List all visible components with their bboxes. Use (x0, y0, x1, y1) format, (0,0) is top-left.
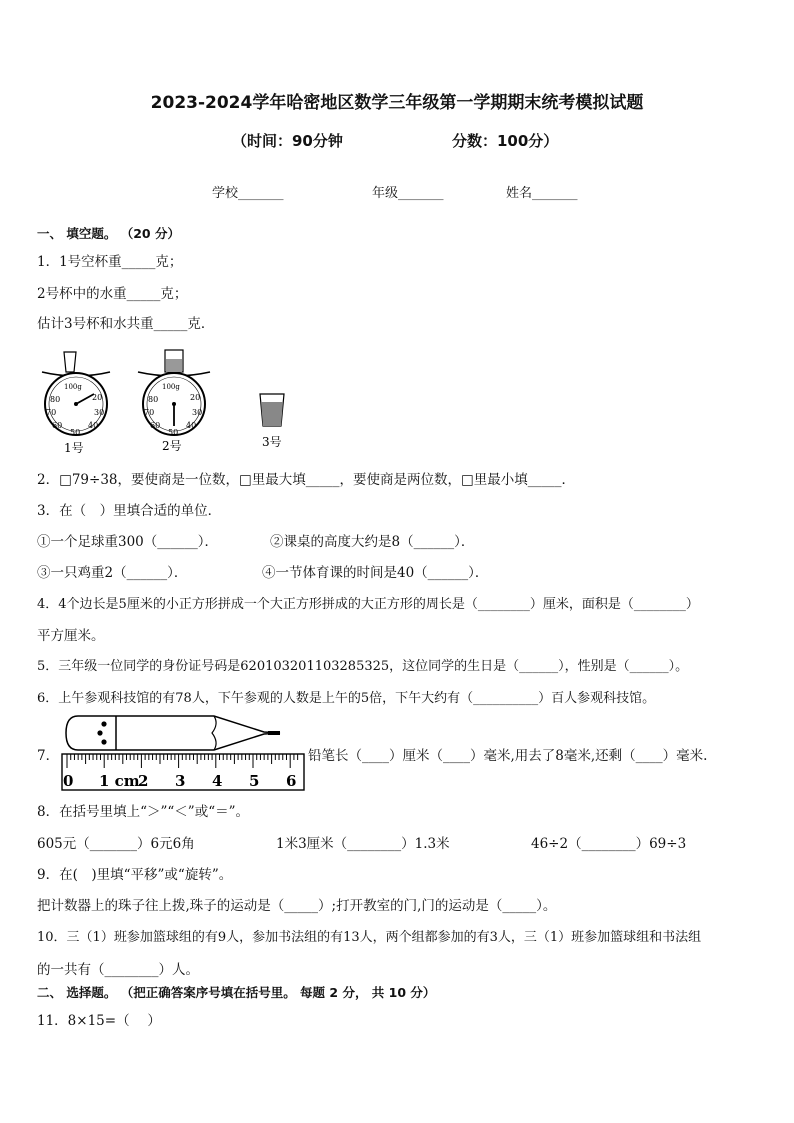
q3-stem: 3．在（ ）里填合适的单位． (37, 503, 222, 519)
q9-stem: 9．在( )里填“平移”或“旋转”。 (37, 867, 233, 883)
ruler-label-5: 5 (249, 772, 260, 790)
q10-line-2: 的一共有（________）人。 (37, 962, 199, 978)
scale-2-label-40: 40 (186, 421, 197, 430)
scale-2-label-20: 20 (190, 393, 201, 402)
scale-1-label-70: 70 (46, 408, 57, 417)
cup-1-label: 1号 (64, 441, 84, 455)
q8-item-1: 605元（_______）6元6角 (37, 836, 195, 852)
section-2-heading: 二、 选择题。 （把正确答案序号填在括号里。 每题 2 分， 共 10 分） (37, 985, 436, 1000)
scales-figure (36, 342, 306, 457)
ruler-label-1: 1 cm (99, 772, 140, 790)
q2: 2．□79÷38，要使商是一位数，□里最大填_____，要使商是两位数，□里最小填_____． (37, 472, 576, 488)
q3-item-1: ①一个足球重300（______）． (37, 534, 219, 550)
q8-stem: 8．在括号里填上“＞”“＜”或“＝”。 (37, 804, 249, 820)
q8-item-2: 1米3厘米（________）1.3米 (276, 836, 450, 852)
exam-title: 2023-2024学年哈密地区数学三年级第一学期期末统考模拟试题 (150, 93, 644, 113)
q7-text: 铅笔长（____）厘米（____）毫米,用去了8毫米,还剩（____）毫米. (308, 748, 708, 764)
exam-score: 分数：100分） (452, 132, 559, 150)
q5: 5．三年级一位同学的身份证号码是620103201103285325，这位同学的生日是（______），性别是（______）。 (37, 659, 689, 674)
school-field: 学校_______ (212, 186, 284, 201)
q3-item-3: ③一只鸡重2（______）． (37, 565, 188, 581)
q1-line-3: 估计3号杯和水共重_____克． (37, 316, 215, 332)
exam-time: （时间：90分钟 (232, 132, 343, 150)
q3-item-4: ④一节体育课的时间是40（______）． (262, 565, 489, 581)
scale-2-label-80: 80 (148, 395, 159, 404)
name-field: 姓名_______ (506, 186, 578, 201)
scale-1-label-80: 80 (50, 395, 61, 404)
q11: 11．8×15=（ ） (37, 1013, 161, 1029)
cup-3-icon (260, 394, 284, 426)
ruler-label-3: 3 (175, 772, 186, 790)
scale-2-label-70: 70 (144, 408, 155, 417)
section-1-heading: 一、 填空题。 （20 分） (37, 226, 180, 241)
q6: 6．上午参观科技馆的有78人，下午参观的人数是上午的5倍，下午大约有（__________）百人参观科技馆。 (37, 691, 656, 706)
pencil-ruler-figure (54, 712, 310, 792)
scale-2-label-30: 30 (192, 408, 203, 417)
q9-line-2: 把计数器上的珠子往上拨,珠子的运动是（_____）;打开教室的门,门的运动是（_____）。 (37, 898, 557, 914)
ruler-label-4: 4 (212, 772, 223, 790)
q1-line-1: 1．1号空杯重_____克； (37, 254, 183, 270)
q7-number: 7． (37, 748, 60, 764)
q4-line-2: 平方厘米。 (37, 628, 105, 644)
ruler-label-6: 6 (286, 772, 297, 790)
scale-2-label-60: 60 (150, 421, 161, 430)
q8-item-3: 46÷2（________）69÷3 (531, 836, 687, 852)
q4-line-1: 4．4个边长是5厘米的小正方形拼成一个大正方形拼成的大正方形的周长是（________）厘米，面积是（________） (37, 597, 699, 612)
q10-line-1: 10．三（1）班参加篮球组的有9人，参加书法组的有13人，两个组都参加的有3人，三（1）班参加篮球组和书法组 (37, 930, 702, 945)
scale-2-label-50: 50 (168, 428, 179, 437)
scale-1-label-50: 50 (70, 428, 81, 437)
q1-line-2: 2号杯中的水重_____克； (37, 286, 188, 302)
q3-item-2: ②课桌的高度大约是8（______）． (270, 534, 475, 550)
scale-1-label-60: 60 (52, 421, 63, 430)
ruler-label-0: 0 (63, 772, 74, 790)
scale-2-label-100: 100g (162, 383, 180, 391)
cup-2-label: 2号 (162, 439, 182, 453)
scale-1-label-100: 100g (64, 383, 82, 391)
grade-field: 年级_______ (372, 186, 444, 201)
scale-1-label-40: 40 (88, 421, 99, 430)
cup-3-label: 3号 (262, 435, 282, 449)
ruler-label-2: 2 (138, 772, 149, 790)
scale-1-label-30: 30 (94, 408, 105, 417)
pencil-icon (66, 716, 280, 750)
scale-1-label-20: 20 (92, 393, 103, 402)
